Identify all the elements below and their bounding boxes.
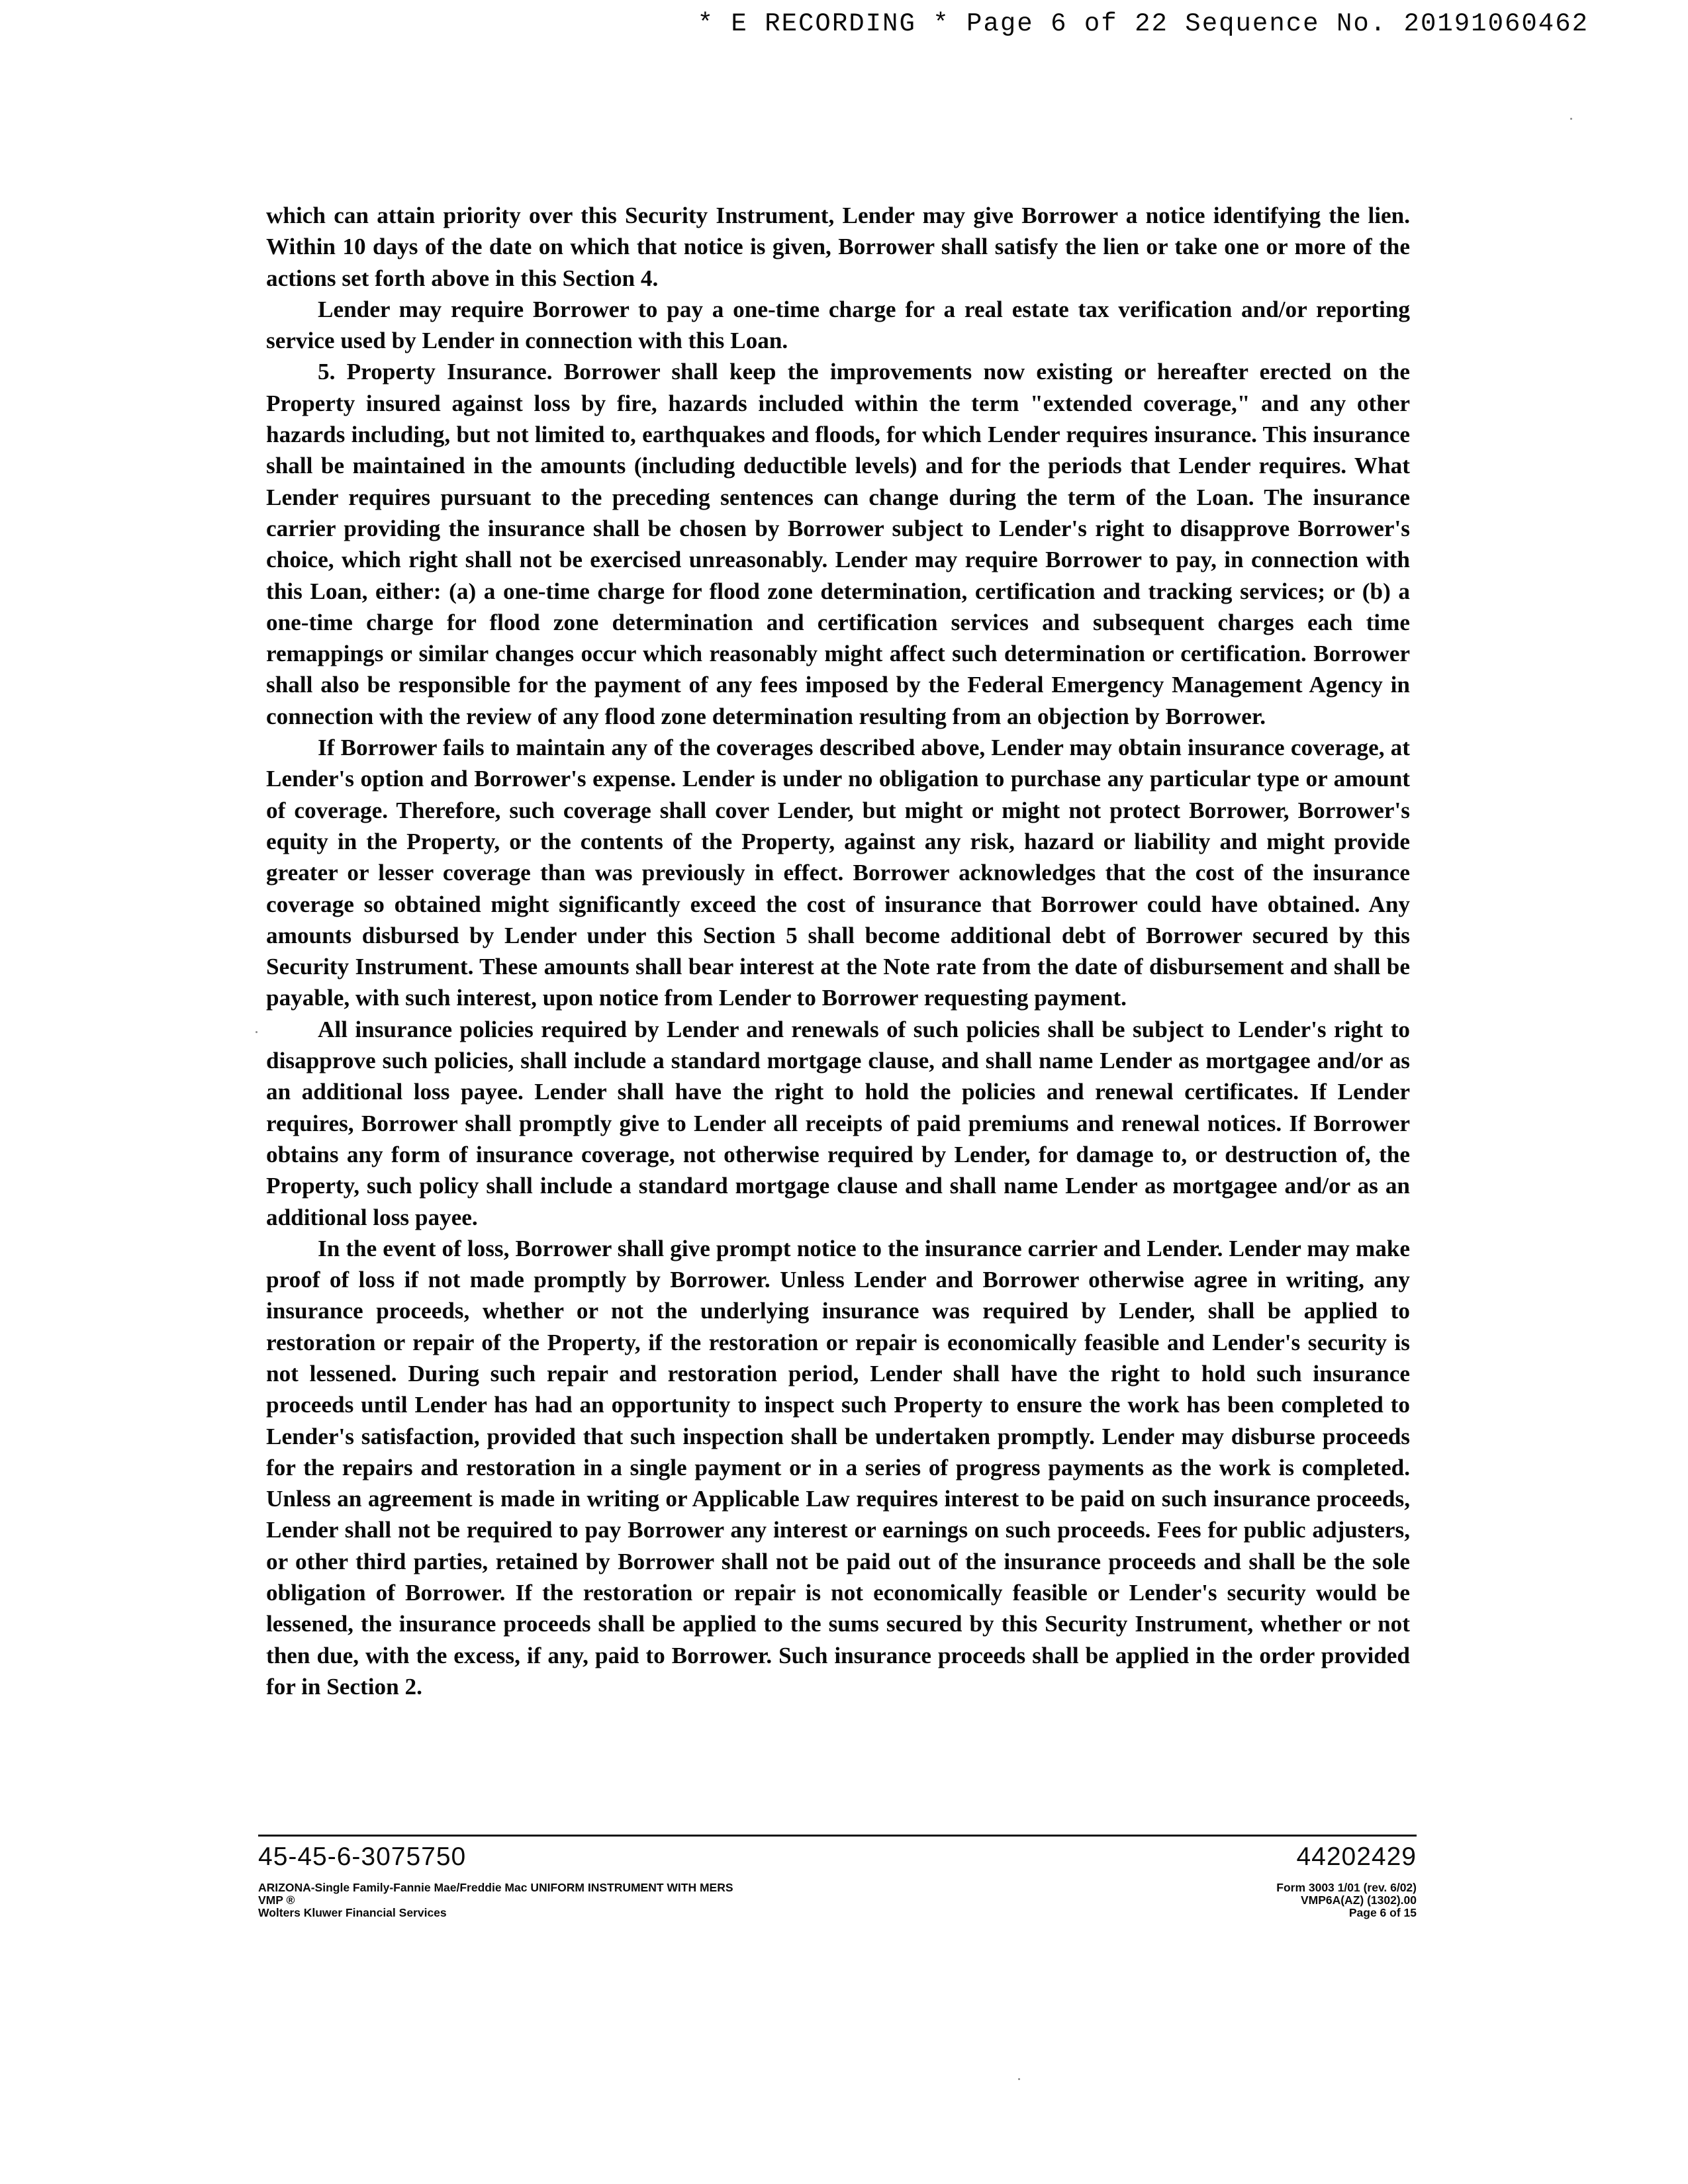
paragraph-insurance-policies: All insurance policies required by Lender and renewals of such policies shall be subject to Lender's right to disapprove such policies, shall include a standard mortgage clause, and shall name Lender as mortgagee and/or as an additional loss payee. Lender shall have the right to hold the policies and renewal certificates. If Lender requires, Borrower shall promptly give to Lender all receipts of paid premiums and renewal notices. If Borrower obtains any form of insurance coverage, not otherwise required by Lender, for damage to, or destruction of, the Property, such policy shall include a standard mortgage clause and shall name Lender as mortgagee and/or as an additional loss payee.	[266, 1016, 1410, 1230]
paragraph-property-insurance: 5. Property Insurance. Borrower shall keep the improvements now existing or hereafter erected on the Property insured against loss by fire, hazards included within the term "extended coverage," and any other hazards including, but not limited to, earthquakes and floods, for which Lender requires insurance. This insurance shall be maintained in the amounts (including deductible levels) and for the periods that Lender requires. What Lender requires pursuant to the preceding sentences can change during the term of the Loan. The insurance carrier providing the insurance shall be chosen by Borrower subject to Lender's right to disapprove Borrower's choice, which right shall not be exercised unreasonably. Lender may require Borrower to pay, in connection with this Loan, either: (a) a one-time charge for flood zone determination, certification and tracking services; or (b) a one-time charge for flood zone determination and certification services and subsequent charges each time remappings or similar changes occur which reasonably might affect such determination or certification. Borrower shall also be responsible for the payment of any fees imposed by the Federal Emergency Management Agency in connection with the review of any flood zone determination resulting from an objection by Borrower.	[266, 359, 1410, 729]
recording-stamp-header: * E RECORDING * Page 6 of 22 Sequence No. 20191060462	[697, 9, 1589, 38]
vendor-name: Wolters Kluwer Financial Services	[258, 1906, 447, 1919]
footer-form-info	[258, 1882, 733, 1919]
form-title: ARIZONA-Single Family-Fannie Mae/Freddie Mac UNIFORM INSTRUMENT WITH MERS	[258, 1881, 733, 1894]
footer-divider	[258, 1835, 1417, 1837]
footer-form-codes	[1276, 1882, 1417, 1919]
page-indicator: Page 6 of 15	[1348, 1906, 1417, 1919]
document-body	[266, 200, 1410, 1702]
scan-artifact	[1018, 2078, 1020, 2080]
form-code: VMP6A(AZ) (1302).00	[1300, 1893, 1417, 1907]
loan-number: 45-45-6-3075750	[258, 1843, 467, 1871]
paragraph-lien-continuation: which can attain priority over this Security Instrument, Lender may give Borrower a notice identifying the lien. Within 10 days of the date on which that notice is given, Borrower shall satisfy the lien or take one or more of the actions set forth above in this Section 4.	[266, 203, 1410, 291]
form-number: Form 3003 1/01 (rev. 6/02)	[1276, 1881, 1417, 1894]
scan-artifact	[1570, 118, 1572, 120]
scan-artifact	[256, 1031, 258, 1033]
paragraph-event-of-loss: In the event of loss, Borrower shall give prompt notice to the insurance carrier and Lender. Lender may make proof of loss if not made promptly by Borrower. Unless Lender and Borrower otherwise agree in writing, any insurance proceeds, whether or not the underlying insurance was required by Lender, shall be applied to restoration or repair of the Property, if the restoration or repair is economically feasible and Lender's security is not lessened. During such repair and restoration period, Lender shall have the right to hold such insurance proceeds until Lender has had an opportunity to inspect such Property to ensure the work has been completed to Lender's satisfaction, provided that such inspection shall be undertaken promptly. Lender may disburse proceeds for the repairs and restoration in a single payment or in a series of progress payments as the work is completed. Unless an agreement is made in writing or Applicable Law requires interest to be paid on such insurance proceeds, Lender shall not be required to pay Borrower any interest or earnings on such proceeds. Fees for public adjusters, or other third parties, retained by Borrower shall not be paid out of the insurance proceeds and shall be the sole obligation of Borrower. If the restoration or repair is not economically feasible or Lender's security would be lessened, the insurance proceeds shall be applied to the sums secured by this Security Instrument, whether or not then due, with the excess, if any, paid to Borrower. Such insurance proceeds shall be applied in the order provided for in Section 2.	[266, 1235, 1410, 1700]
paragraph-tax-verification: Lender may require Borrower to pay a one-time charge for a real estate tax verification and/or reporting service used by Lender in connection with this Loan.	[266, 296, 1410, 354]
paragraph-lender-obtained-coverage: If Borrower fails to maintain any of the coverages described above, Lender may obtain insurance coverage, at Lender's option and Borrower's expense. Lender is under no obligation to purchase any particular type or amount of coverage. Therefore, such coverage shall cover Lender, but might or might not protect Borrower, Borrower's equity in the Property, or the contents of the Property, against any risk, hazard or liability and might provide greater or lesser coverage than was previously in effect. Borrower acknowledges that the cost of the insurance coverage so obtained might significantly exceed the cost of insurance that Borrower could have obtained. Any amounts disbursed by Lender under this Section 5 shall become additional debt of Borrower secured by this Security Instrument. These amounts shall bear interest at the Note rate from the date of disbursement and shall be payable, with such interest, upon notice from Lender to Borrower requesting payment.	[266, 735, 1410, 1011]
vendor-mark: VMP ®	[258, 1893, 295, 1907]
document-number: 44202429	[1296, 1843, 1417, 1871]
